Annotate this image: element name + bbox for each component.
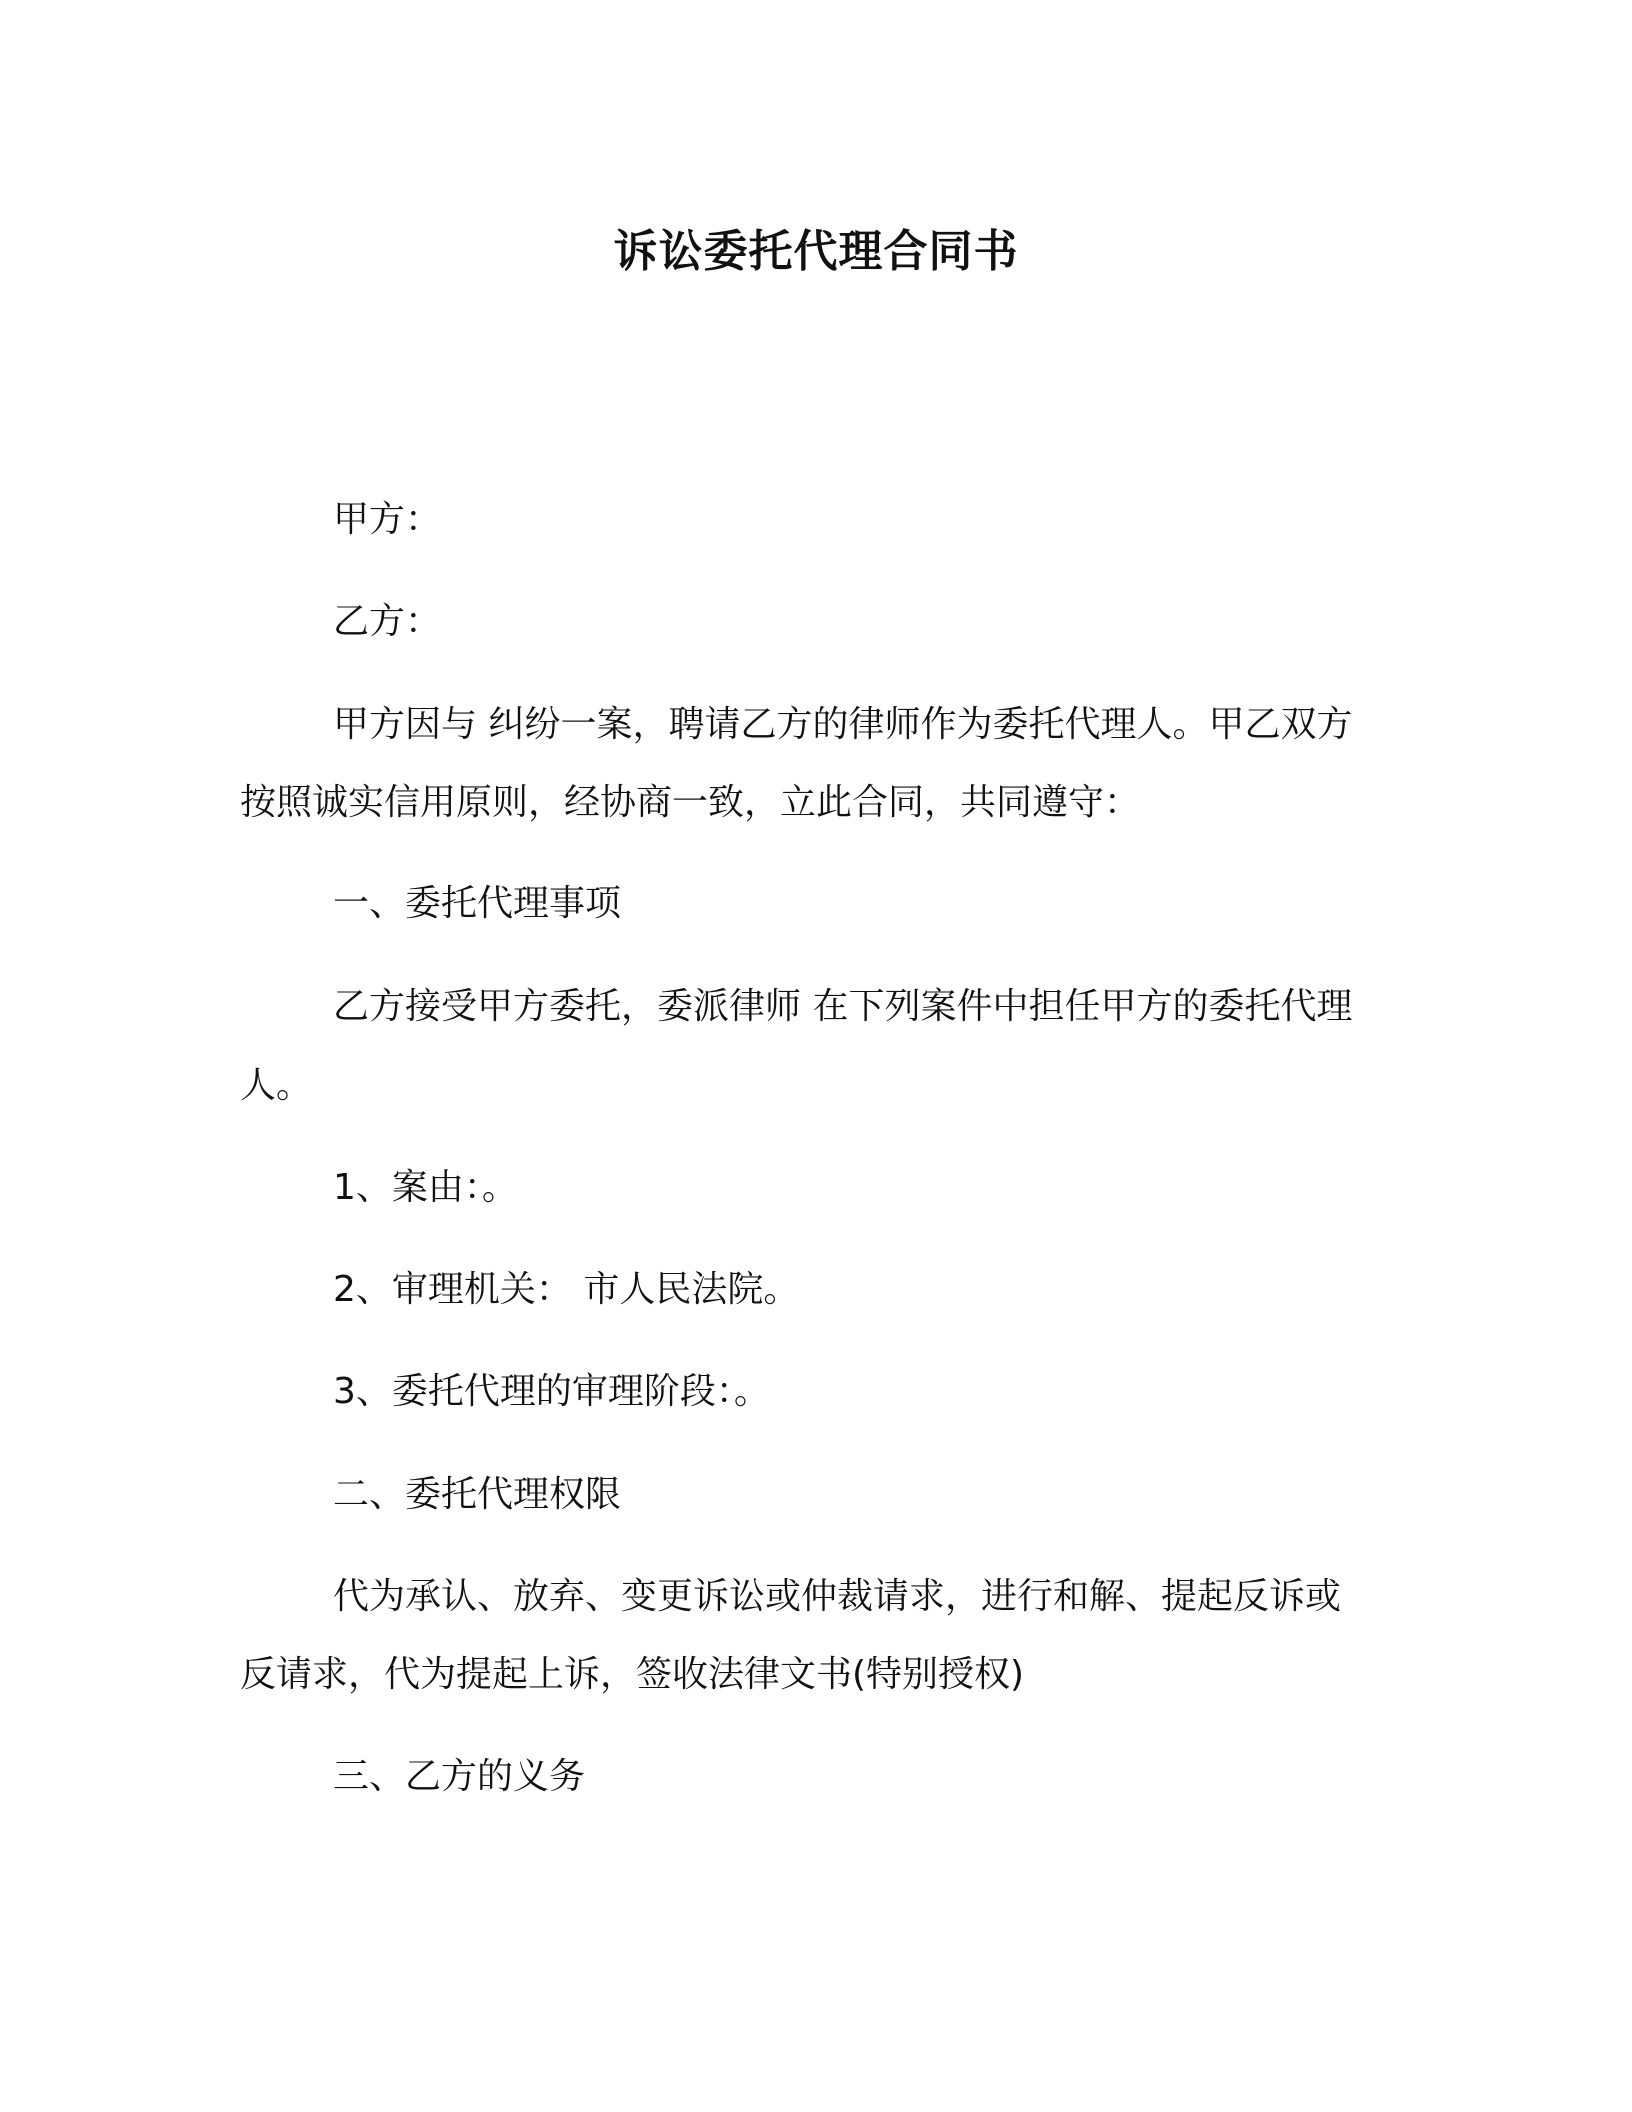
section-1-heading: 一、委托代理事项 <box>333 883 622 924</box>
item-3-trial-stage: 3、委托代理的审理阶段：。 <box>333 1371 770 1412</box>
section-1-text-line-1: 乙方接受甲方委托，委派律师 在下列案件中担任甲方的委托代理 <box>333 986 1353 1027</box>
item-1-case-cause: 1、案由：。 <box>333 1167 518 1208</box>
section-2-heading: 二、委托代理权限 <box>333 1474 622 1515</box>
section-1-text-line-2: 人。 <box>240 1065 313 1106</box>
section-2-text-line-1: 代为承认、放弃、变更诉讼或仲裁请求，进行和解、提起反诉或 <box>333 1576 1342 1617</box>
section-2-text-line-2: 反请求，代为提起上诉，签收法律文书(特别授权) <box>240 1654 1025 1695</box>
party-b-line: 乙方： <box>333 601 442 642</box>
document-title: 诉讼委托代理合同书 <box>613 226 1019 277</box>
intro-paragraph-line-2: 按照诚实信用原则，经协商一致，立此合同，共同遵守： <box>240 782 1141 823</box>
item-2-trial-authority: 2、审理机关： 市人民法院。 <box>333 1269 800 1310</box>
section-3-heading: 三、乙方的义务 <box>333 1756 586 1797</box>
intro-paragraph-line-1: 甲方因与 纠纷一案，聘请乙方的律师作为委托代理人。甲乙双方 <box>333 704 1353 745</box>
party-a-line: 甲方： <box>333 499 442 540</box>
